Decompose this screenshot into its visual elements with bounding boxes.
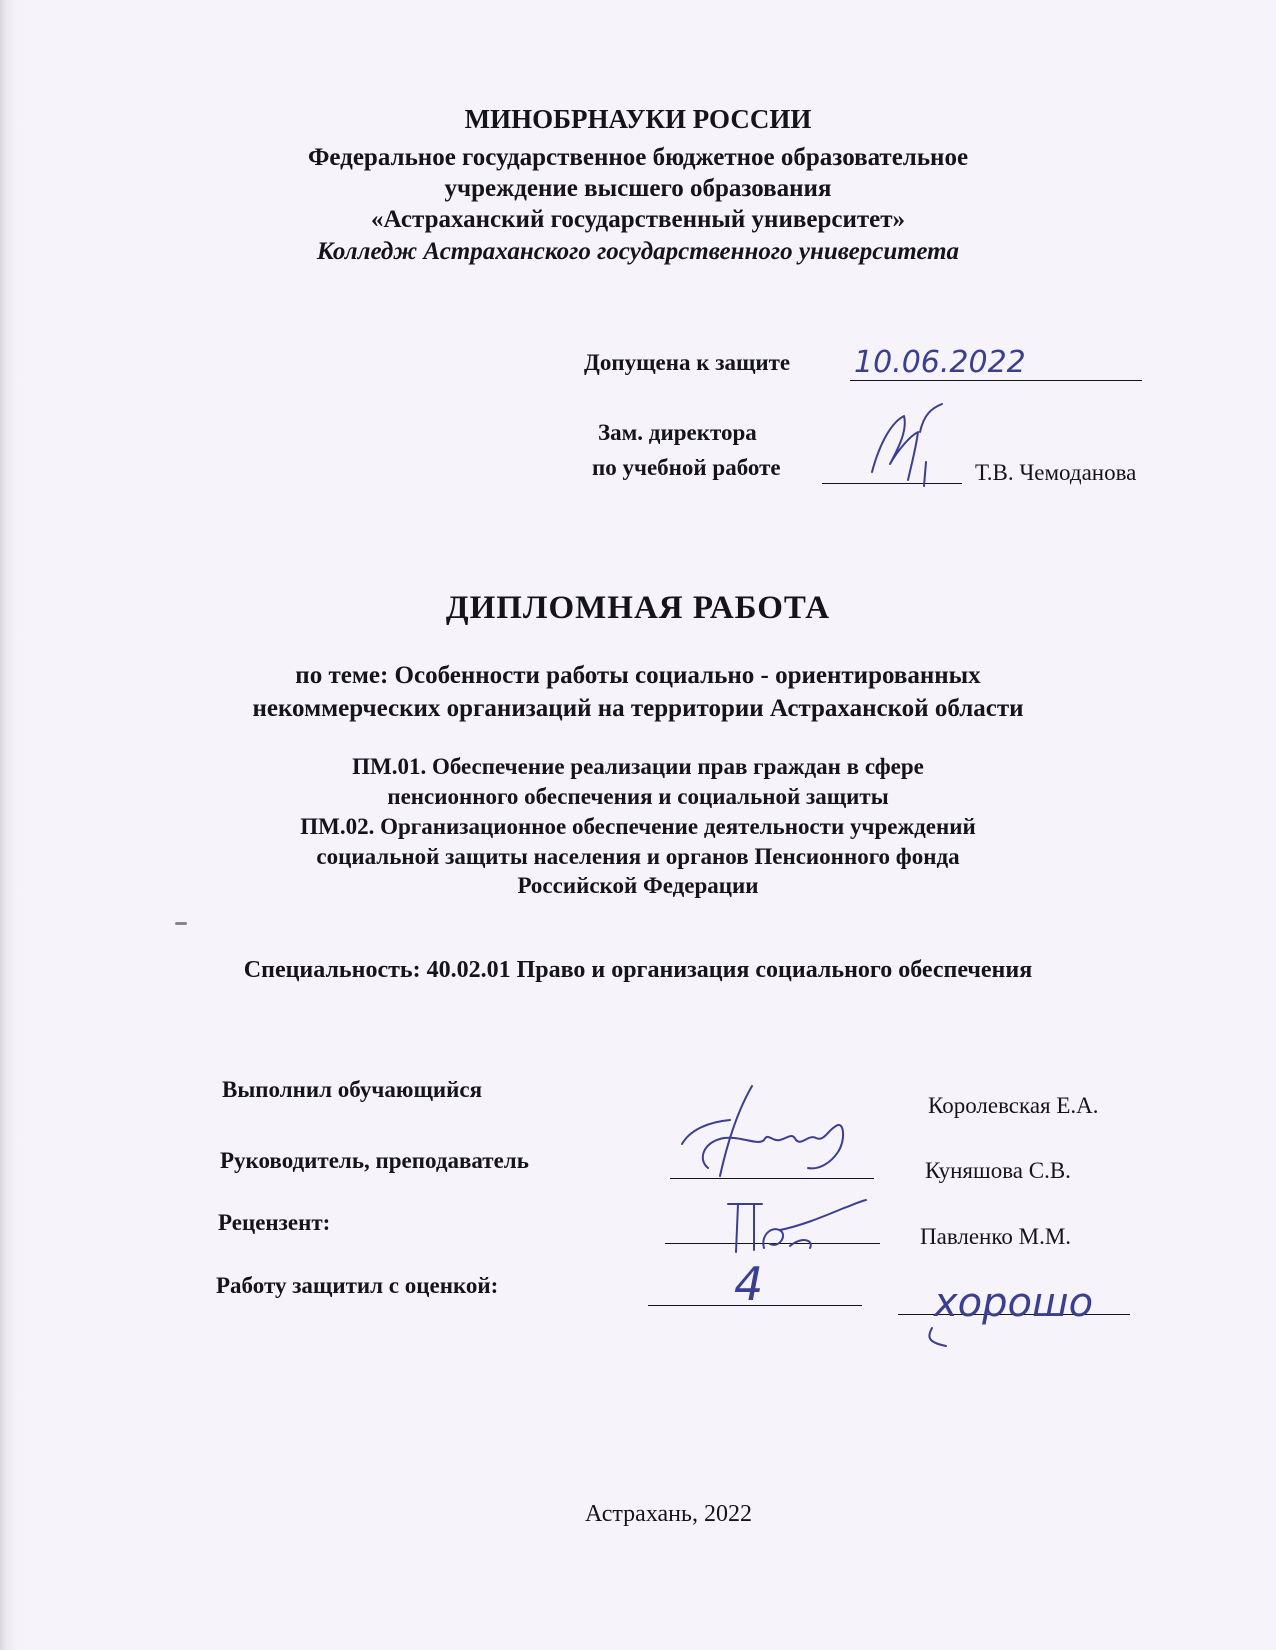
reviewer-signature	[720, 1196, 880, 1258]
admitted-label: Допущена к защите	[584, 350, 791, 375]
ministry-heading: МИНОБРНАУКИ РОССИИ	[464, 104, 812, 134]
topic-line-1: по теме: Особенности работы социально - ориентированных	[295, 662, 981, 689]
grade-word-handwriting	[906, 1268, 1106, 1350]
pm01-line-1: ПМ.01. Обеспечение реализации прав граждан в сфере	[352, 754, 924, 779]
student-label: Выполнил обучающийся	[222, 1077, 483, 1102]
svg-text:10.06.2022: 10.06.2022	[854, 345, 1026, 380]
student-name: Королевская Е.А.	[928, 1093, 1099, 1118]
grade-number-handwriting	[728, 1254, 808, 1310]
supervisor-signature	[668, 1080, 878, 1190]
pm02-line-2: социальной защиты населения и органов Пенсионного фонда	[316, 844, 960, 869]
document-title: ДИПЛОМНАЯ РАБОТА	[445, 590, 831, 626]
university-name: «Астраханский государственный университет»	[370, 206, 906, 233]
svg-text:4: 4	[734, 1257, 764, 1310]
grade-label: Работу защитил с оценкой:	[216, 1273, 499, 1298]
deputy-name: Т.В. Чемоданова	[975, 460, 1137, 485]
svg-text:хорошо: хорошо	[934, 1280, 1094, 1326]
admitted-date-handwriting	[852, 340, 1072, 388]
specialty: Специальность: 40.02.01 Право и организация социального обеспечения	[243, 957, 1033, 983]
pm01-line-2: пенсионного обеспечения и социальной защиты	[387, 784, 889, 809]
org-line-2: учреждение высшего образования	[444, 175, 832, 202]
scan-speck	[175, 922, 187, 925]
supervisor-name: Куняшова С.В.	[925, 1158, 1071, 1183]
pm02-line-1: ПМ.02. Организационное обеспечение деятельности учреждений	[300, 814, 976, 839]
topic-line-2: некоммерческих организаций на территории Астраханской области	[252, 695, 1024, 722]
college-name: Колледж Астраханского государственного университета	[316, 238, 960, 265]
org-line-1: Федеральное государственное бюджетное образовательное	[307, 144, 969, 171]
deputy-label-2: по учебной работе	[592, 455, 781, 480]
reviewer-label: Рецензент:	[218, 1210, 331, 1235]
supervisor-label: Руководитель, преподаватель	[220, 1148, 529, 1173]
city-year: Астрахань, 2022	[585, 1501, 752, 1527]
reviewer-name: Павленко М.М.	[920, 1224, 1072, 1249]
pm02-line-3: Российской Федерации	[517, 873, 759, 898]
deputy-label-1: Зам. директора	[598, 420, 757, 445]
deputy-signature	[862, 402, 962, 492]
